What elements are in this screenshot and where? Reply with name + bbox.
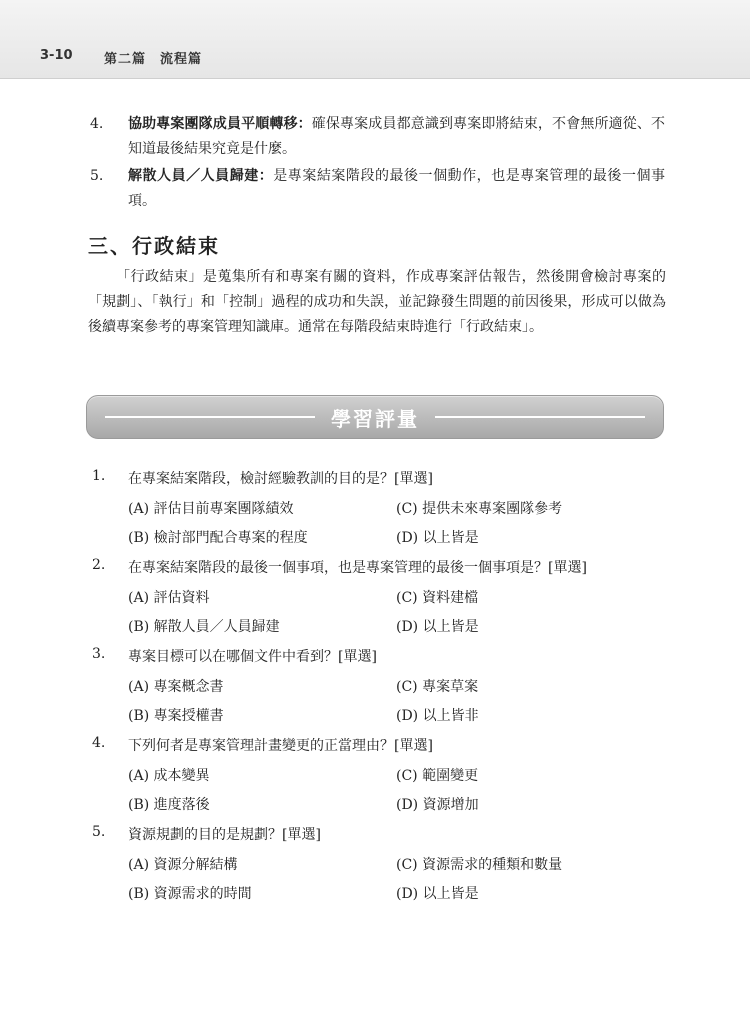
- question-number: 3.: [92, 646, 106, 662]
- banner-rule-right: [435, 416, 645, 418]
- list-item-number: 4.: [90, 116, 104, 132]
- list-item-text: [128, 164, 665, 214]
- option-c: (C) 資料建檔: [396, 590, 479, 606]
- option-b: (B) 解散人員／人員歸建: [128, 619, 280, 635]
- chapter-title: 第二篇 流程篇: [104, 52, 203, 67]
- option-d: (D) 資源增加: [396, 797, 479, 813]
- list-item: [90, 164, 665, 214]
- question-number: 4.: [92, 735, 106, 751]
- list-item-number: 5.: [90, 168, 104, 184]
- option-a: (A) 資源分解結構: [128, 857, 238, 873]
- option-b: (B) 檢討部門配合專案的程度: [128, 530, 308, 546]
- section-paragraph: 「行政結束」是蒐集所有和專案有關的資料，作成專案評估報告，然後開會檢討專案的「規劃」、「執行」和「控制」過程的成功和失誤，並記錄發生問題的前因後果，形成可以做為後續專案參考的專案管理知識庫。通常在每階段結束時進行「行政結束」。: [88, 269, 666, 335]
- option-c: (C) 提供未來專案團隊參考: [396, 501, 563, 517]
- question-number: 2.: [92, 557, 106, 573]
- review-banner: [86, 395, 664, 439]
- option-a: (A) 評估資料: [128, 590, 210, 606]
- question-text: 在專案結案階段的最後一個事項，也是專案管理的最後一個事項是？[單選]: [128, 560, 587, 576]
- question-text: 下列何者是專案管理計畫變更的正當理由？[單選]: [128, 738, 433, 754]
- option-a: (A) 評估目前專案團隊績效: [128, 501, 294, 517]
- option-c: (C) 專案草案: [396, 679, 479, 695]
- list-item-body: 是專案結案階段的最後一個動作，也是專案管理的最後一個事項。: [128, 168, 666, 209]
- option-d: (D) 以上皆是: [396, 886, 479, 902]
- section-title: 三、行政結束: [88, 234, 220, 258]
- option-b: (B) 進度落後: [128, 797, 210, 813]
- list-item: [90, 112, 665, 162]
- question-number: 5.: [92, 824, 106, 840]
- option-c: (C) 範圍變更: [396, 768, 479, 784]
- option-b: (B) 專案授權書: [128, 708, 224, 724]
- option-a: (A) 專案概念書: [128, 679, 224, 695]
- option-a: (A) 成本變異: [128, 768, 210, 784]
- option-b: (B) 資源需求的時間: [128, 886, 252, 902]
- page-number: 3-10: [40, 48, 73, 63]
- option-d: (D) 以上皆非: [396, 708, 479, 724]
- question-text: 資源規劃的目的是規劃？[單選]: [128, 827, 321, 843]
- question-text: 在專案結案階段，檢討經驗教訓的目的是？[單選]: [128, 471, 433, 487]
- list-item-body: 確保專案成員都意識到專案即將結束，不會無所適從、不知道最後結果究竟是什麼。: [128, 116, 666, 157]
- page-header: [0, 0, 750, 79]
- question-number: 1.: [92, 468, 106, 484]
- question-text: 專案目標可以在哪個文件中看到？[單選]: [128, 649, 377, 665]
- option-d: (D) 以上皆是: [396, 619, 479, 635]
- option-c: (C) 資源需求的種類和數量: [396, 857, 563, 873]
- list-item-heading: 協助專案團隊成員平順轉移：: [128, 116, 312, 132]
- list-item-text: [128, 112, 665, 162]
- list-item-heading: 解散人員／人員歸建：: [128, 168, 274, 184]
- option-d: (D) 以上皆是: [396, 530, 479, 546]
- banner-title: 學習評量: [331, 407, 419, 431]
